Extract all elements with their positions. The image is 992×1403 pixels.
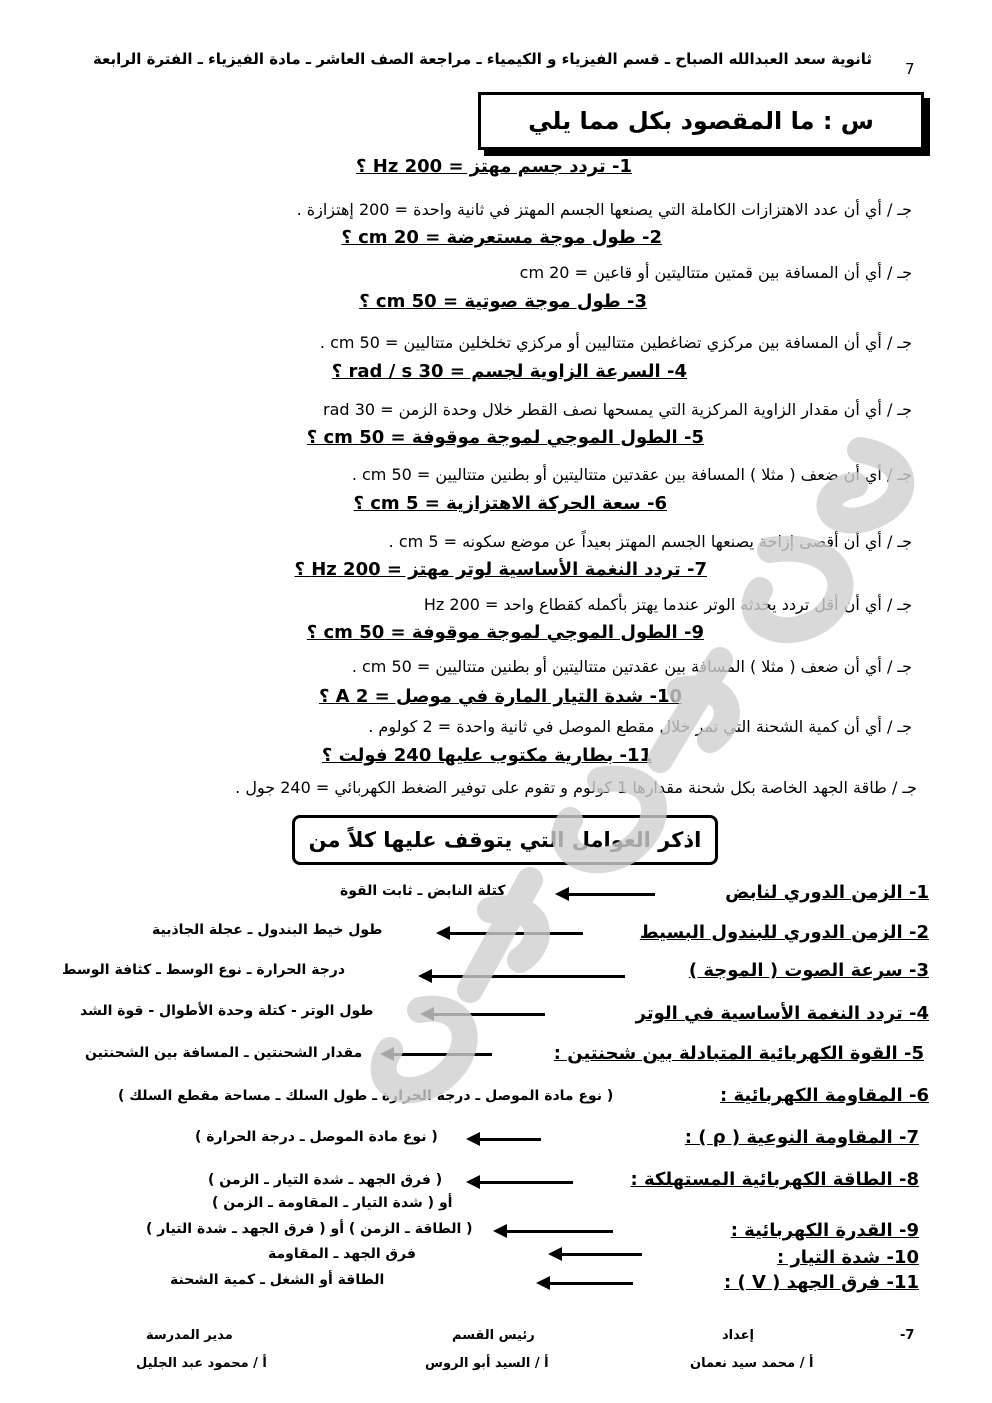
head-label: رئيس القسم [452,1328,535,1343]
factor-value: كتلة النابض ـ ثابت القوة [340,883,506,899]
question-box: س : ما المقصود بكل مما يلي [478,92,924,150]
factor-title: 1- الزمن الدوري لنابض [725,882,929,903]
factor-title: 5- القوة الكهربائية المتبادلة بين شحنتين : [553,1043,924,1064]
factor-title: 10- شدة التيار : [776,1247,919,1268]
definition-answer: جـ / أي أن ضعف ( مثلا ) المسافة بين عقدتين متتاليتين أو بطنين متتاليين = 50 cm . [351,657,912,676]
factor-title: 8- الطاقة الكهربائية المستهلكة : [630,1169,919,1190]
definition-question: 2- طول موجة مستعرضة = 20 cm ؟ [341,227,662,248]
head-name: أ / السيد أبو الروس [425,1356,549,1371]
definition-question: 9- الطول الموجي لموجة موقوفة = 50 cm ؟ [306,622,704,643]
definition-question: 6- سعة الحركة الاهتزازية = 5 cm ؟ [353,493,667,514]
factor-value: طول الوتر - كتلة وحدة الأطوال - قوة الشد [80,1003,374,1019]
factor-value: درجة الحرارة ـ نوع الوسط ـ كثافة الوسط [62,962,346,978]
definition-answer: جـ / أي أن أقصى إزاحة يصنعها الجسم المهتز بعيداً عن موضع سكونه = 5 cm . [388,532,912,551]
definition-answer: جـ / أي أن أقل تردد يحدثه الوتر عندما يهتز بأكمله كقطاع واحد = 200 Hz [423,595,912,614]
definition-question: 10- شدة التيار المارة في موصل = 2 A ؟ [318,686,682,707]
factor-title: 11- فرق الجهد ( V ) : [724,1272,919,1293]
factor-value: ( نوع مادة الموصل ـ درجة الحرارة ـ طول السلك ـ مساحة مقطع السلك ) [118,1088,614,1104]
factor-title: 6- المقاومة الكهربائية : [720,1085,929,1106]
factor-value: الطاقة أو الشغل ـ كمية الشحنة [170,1272,385,1288]
page-number: 7 [905,60,915,78]
arrow-icon [430,975,625,978]
factor-value: ( الطاقة ـ الزمن ) أو ( فرق الجهد ـ شدة التيار ) [146,1221,473,1237]
definition-answer: جـ / أي أن المسافة بين مركزي تضاغطين متتاليين أو مركزي تخلخلين متتاليين = 50 cm . [319,333,912,352]
factor-title: 3- سرعة الصوت ( الموجة ) [688,960,929,981]
factor-title: 9- القدرة الكهربائية : [730,1220,919,1241]
prepared-label: إعداد [722,1328,754,1343]
arrow-icon [432,1013,545,1016]
factors-box: اذكر العوامل التي يتوقف عليها كلاً من [292,815,718,865]
definition-question: 4- السرعة الزاوية لجسم = 30 rad / s ؟ [331,361,687,382]
factor-title: 4- تردد النغمة الأساسية في الوتر [635,1003,929,1024]
arrow-icon [478,1138,541,1141]
factor-value: مقدار الشحنتين ـ المسافة بين الشحنتين [85,1045,363,1061]
arrow-icon [560,1253,642,1256]
arrow-icon [548,1282,633,1285]
definition-answer: جـ / أي أن مقدار الزاوية المركزية التي يمسحها نصف القطر خلال وحدة الزمن = 30 rad [323,400,912,419]
factor-value: فرق الجهد ـ المقاومة [268,1246,416,1262]
definition-answer: جـ / أي أن كمية الشحنة التي تمر خلال مقطع الموصل في ثانية واحدة = 2 كولوم . [368,717,912,736]
factor-title: 2- الزمن الدوري للبندول البسيط [639,922,929,943]
definition-question: 3- طول موجة صوتية = 50 cm ؟ [359,291,647,312]
prepared-name: أ / محمد سيد نعمان [690,1356,814,1371]
factor-value: طول خيط البندول ـ عجلة الجاذبية [152,922,383,938]
arrow-icon [478,1181,573,1184]
factor-title: 7- المقاومة النوعية ( ρ ) : [684,1127,919,1148]
definition-answer: جـ / أي أن المسافة بين قمتين متتاليتين أو قاعين = 20 cm [519,263,912,282]
arrow-icon [448,932,583,935]
factor-value: ( فرق الجهد ـ شدة التيار ـ الزمن ) [208,1172,443,1188]
definition-question: 7- تردد النغمة الأساسية لوتر مهتز = 200 Hz ؟ [294,559,707,580]
arrow-icon [392,1053,492,1056]
page-header-title: ثانوية سعد العبدالله الصباح ـ قسم الفيزياء و الكيمياء ـ مراجعة الصف العاشر ـ مادة الفيزياء ـ الفترة الرابعة [92,50,872,68]
definition-answer: جـ / أي أن ضعف ( مثلا ) المسافة بين عقدتين متتاليتين أو بطنين متتاليين = 50 cm . [351,465,912,484]
definition-question: 5- الطول الموجي لموجة موقوفة = 50 cm ؟ [306,427,704,448]
factor-value: ( نوع مادة الموصل ـ درجة الحرارة ) [195,1129,438,1145]
principal-name: أ / محمود عبد الجليل [136,1356,267,1371]
definition-answer: جـ / طاقة الجهد الخاصة بكل شحنة مقدارها 1 كولوم و تقوم على توفير الضغط الكهربائي = 240 جول . [235,778,917,797]
factor-value-alt: أو ( شدة التيار ـ المقاومة ـ الزمن ) [212,1195,453,1211]
definition-question: 11- بطارية مكتوب عليها 240 فولت ؟ [321,745,652,766]
arrow-icon [505,1230,613,1233]
principal-label: مدير المدرسة [146,1328,233,1343]
footer-page-label: 7- [900,1328,915,1343]
definition-answer: جـ / أي أن عدد الاهتزازات الكاملة التي يصنعها الجسم المهتز في ثانية واحدة = 200 إهتزازة . [296,200,912,219]
definition-question: 1- تردد جسم مهتز = 200 Hz ؟ [356,156,632,177]
arrow-icon [567,893,655,896]
